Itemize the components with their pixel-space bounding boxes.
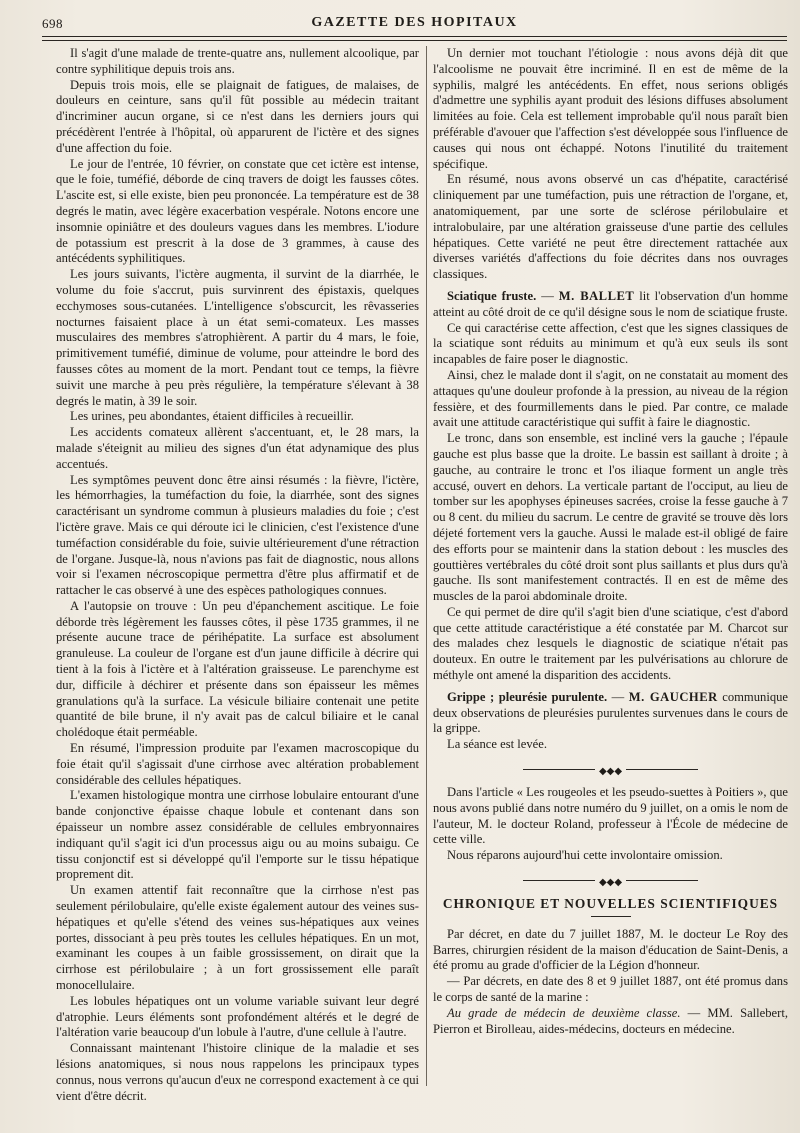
paragraph [433,1006,788,1038]
paragraph: Ce qui permet de dire qu'il s'agit bien d'une sciatique, c'est d'abord que cette attitude caractéristique a été constatée par M. Charcot sur des malades chez lesquels le diagnostic de sciatique n'était pas douteux. En outre le traitement par les pulvérisations au chlorure de méthyle ont amené la disparition des accidents. [433,604,788,683]
paragraph: Les symptômes peuvent donc être ainsi résumés : la fièvre, l'ictère, les hémorrhagies, la tuméfaction du foie, la diarrhée, sont des signes caractérisant un syndrome commun à plusieurs maladies du foie ; c'est l'ictère grave. Mais ce qui déroute ici le clinicien, c'est l'existence d'une tuméfaction considérable du foie, suivie ultérieurement d'une rétraction de l'organe. Jusque-là, nous n'avions pas fait de diagnostic, nous allons voir si l'examen nécroscopique permettra d'être plus affirmatif et de rattacher le cas observé à une des espèces pathologiques connues. [56,472,419,598]
paragraph: Le tronc, dans son ensemble, est incliné vers la gauche ; l'épaule gauche est plus basse que la droite. Le bassin est saillant à droite ; à gauche, au contraire le tronc et l'os iliaque forment un angle très accusé, ouvert en dehors. La verticale partant de l'occiput, au lieu de tomber sur les apophyses épineuses sacrées, croise la fesse gauche à 7 ou 8 cent. du milieu du sacrum. Le centre de gravité se trouve dès lors déjeté fortement vers la gauche. Aussi le malade est-il obligé de faire des efforts pour se maintenir dans la station debout : les muscles des gouttières vertébrales du côté droit sont plus saillants et plus durs qu'à gauche. Ils sont manifestement contractés. Il en est de même des muscles de la paroi abdominale droite. [433,431,788,604]
short-rule [591,916,631,917]
chronique-heading: CHRONIQUE ET NOUVELLES SCIENTIFIQUES [442,896,779,912]
seance-closing: La séance est levée. [447,737,547,752]
dash: — [607,689,629,704]
paragraph: Les urines, peu abondantes, étaient difficiles à recueillir. [70,409,354,424]
grippe-paragraph [433,690,788,737]
section-ornament [433,763,788,778]
dash: — [536,288,559,303]
paragraph: L'examen histologique montra une cirrhose lobulaire entourant d'une bande conjonctive épaisse chaque lobule et contenant dans son épaisseur un nombre assez considérable de cellules embryonnaires indiquant qu'il s'agit ici d'un processus aigu ou au moins subaigu. Ce tissu conjonctif est si développé qu'il l'emporte sur le tissu hépatique proprement dit. [56,788,419,882]
paragraph-text: — MM. Sallebert, Pierron et Birolleau, aides-médecins, docteurs en médecine. [433,1005,788,1036]
erratum-paragraph: Dans l'article « Les rougeoles et les pseudo-suettes à Poitiers », que nous avons publié dans notre numéro du 9 juillet, on a omis le nom de l'auteur, M. le docteur Roland, professeur à l'École de médecine de cette ville. [433,785,788,847]
speaker-name: M. GAUCHER [628,689,718,704]
header-rule [42,36,787,41]
speaker-name: M. BALLET [558,288,635,303]
erratum-paragraph: Nous réparons aujourd'hui cette involontaire omission. [447,848,723,863]
paragraph-text: communique deux observations de pleurésies purulentes survenues dans le cours de la grippe. [433,689,788,736]
paragraph-text: lit l'observation d'un homme atteint au côté droit de ce qu'il désigne sous le nom de sciatique fruste. [433,288,789,319]
running-title: GAZETTE DES HOPITAUX [311,15,518,30]
paragraph: Ce qui caractérise cette affection, c'est que les signes classiques de la sciatique sont réduits au minimum et qu'à eux seuls ils sont incapables de faire poser le diagnostic. [433,320,788,367]
ornament-diamond-icon: ◆◆◆ [595,766,626,777]
column-divider [426,46,427,1086]
ornament-diamond-icon: ◆◆◆ [595,877,626,888]
paragraph: Le jour de l'entrée, 10 février, on constate que cet ictère est intense, que le foie, tuméfié, déborde de cinq travers de doigt les fausses côtes. L'ascite est, si elle existe, bien peu prononcée. La température est de 38 degrés le matin, avec légère exacerbation vespérale. Notons encore une insomnie opiniâtre et des douleurs vagues dans les membres. L'iodure de potassium est prescrit à la dose de 3 grammes, à cause des antécédents syphilitiques. [56,156,419,266]
paragraph: En résumé, nous avons observé un cas d'hépatite, caractérisé cliniquement par une tuméfaction, puis une rétraction de l'organe, et, anatomiquement, par une sorte de sclérose périlobulaire et intralobulaire, par une altération graisseuse d'une partie des cellules hépatiques. Cette variété ne peut être directement rattachée aux diverses variétés d'affections du foie décrites dans nos ouvrages classiques. [433,172,788,282]
grippe-heading: Grippe ; pleurésie purulente. [447,689,608,704]
paragraph: Un examen attentif fait reconnaître que la cirrhose n'est pas seulement périlobulaire, qu'elle existe également autour des veines sus-hépatiques et qu'elle s'étend des veines sus-hépatiques aux veines portes, dissociant à peu près toutes les cellules hépatiques. En un mot, examinant les coupes à un faible grossissement, on dirait que la cirrhose est périlobulaire ; à un fort grossissement elle paraît monocellulaire. [56,883,419,993]
sciatique-heading: Sciatique fruste. [447,288,537,303]
paragraph: — Par décrets, en date des 8 et 9 juillet 1887, ont été promus dans le corps de santé de la marine : [433,974,788,1005]
paragraph: A l'autopsie on trouve : Un peu d'épanchement ascitique. Le foie déborde très légèrement les fausses côtes, il pèse 1735 grammes, il ne présente aucune trace de périhépatite. La surface est absolument granuleuse. La couleur de l'organe est d'un jaune difficile à décrire qui tient à la fois à l'ictère et à l'altération graisseuse. Le parenchyme est dur, difficile à déchirer et présente dans son épaisseur les mêmes granulations qu'à la surface. La vésicule biliaire contenait une petite quantité de bile brune, il n'y avait pas de calcul biliaire et le canal cholédoque était perméable. [56,598,419,740]
section-ornament [433,874,788,889]
paragraph: En résumé, l'impression produite par l'examen macroscopique du foie était qu'il s'agissait d'une cirrhose avec altération probablement considérable des cellules hépatiques. [56,741,419,787]
paragraph: Les jours suivants, l'ictère augmenta, il survint de la diarrhée, le volume du foie s'accrut, puis survinrent des épistaxis, quelques ecchymoses sous-cutanées. L'intelligence s'obscurcit, les rêvasseries nocturnes faisaient place à un état semi-comateux. Les masses musculaires des membres s'atrophièrent. A partir du 4 mars, le foie, primitivement tuméfié, diminue de volume, pour atteindre le bord des fausses côtes au moment de la mort. Pendant tout ce temps, la fièvre suivit une marche à peu près régulière, la température s'élevant à 38 degrés le matin, à 39 le soir. [56,267,419,408]
paragraph: Un dernier mot touchant l'étiologie : nous avons déjà dit que l'alcoolisme ne pouvait être incriminé. Il en est de même de la syphilis, malgré les antécédents. En effet, nous serions obligés d'admettre une syphilis ayant produit des lésions diffuses absolument limitées au foie. Cela est tellement improbable qu'il nous paraît bien préférable d'avouer que l'affection s'est développée sous l'influence de causes qui nous ont échappé. Notons l'inutilité du traitement spécifique. [433,46,788,171]
paragraph: Par décret, en date du 7 juillet 1887, M. le docteur Le Roy des Barres, chirurgien résident de la maison d'éducation de Saint-Denis, a été promu au grade d'officier de la Légion d'honneur. [433,926,788,973]
paragraph: Les lobules hépatiques ont un volume variable suivant leur degré d'atrophie. Leurs éléments sont profondément altérés et le degré de l'altération varie beaucoup d'un lobule à l'autre, d'une cellule à l'autre. [56,993,419,1040]
paragraph: Il s'agit d'une malade de trente-quatre ans, nullement alcoolique, par contre syphilitique depuis trois ans. [56,46,419,76]
paragraph: Depuis trois mois, elle se plaignait de fatigues, de malaises, de douleurs en ceinture, sans qu'il fût possible au médecin traitant d'incriminer aucun organe, si ce n'est dans les derniers jours qui précédèrent l'entrée à l'hôpital, où apparurent de l'ictère et des signes d'une affection du foie. [56,77,419,155]
paragraph: Ainsi, chez le malade dont il s'agit, on ne constatait au moment des attaques qu'une douleur profonde à la pression, au niveau de la région fessière, et des fourmillements dans le pied. Par contre, ce malade avait une attitude caractéristique qui suffit à faire le diagnostic. [433,367,788,430]
sciatique-paragraph [433,289,788,321]
page-header [42,10,787,36]
grade-italic: Au grade de médecin de deuxième classe. [447,1005,681,1020]
paragraph: Connaissant maintenant l'histoire clinique de la maladie et ses lésions anatomiques, si nous nous rappelons les principaux types connus, nous verrons qu'aucun d'eux ne correspond exactement à ce qui vient d'être décrit. [56,1041,419,1103]
paragraph: Les accidents comateux allèrent s'accentuant, et, le 28 mars, la malade s'éteignit au milieu des signes d'un état adynamique des plus accentués. [56,425,419,471]
left-column [56,46,419,1104]
right-column [433,46,788,1037]
page-number: 698 [42,16,63,31]
